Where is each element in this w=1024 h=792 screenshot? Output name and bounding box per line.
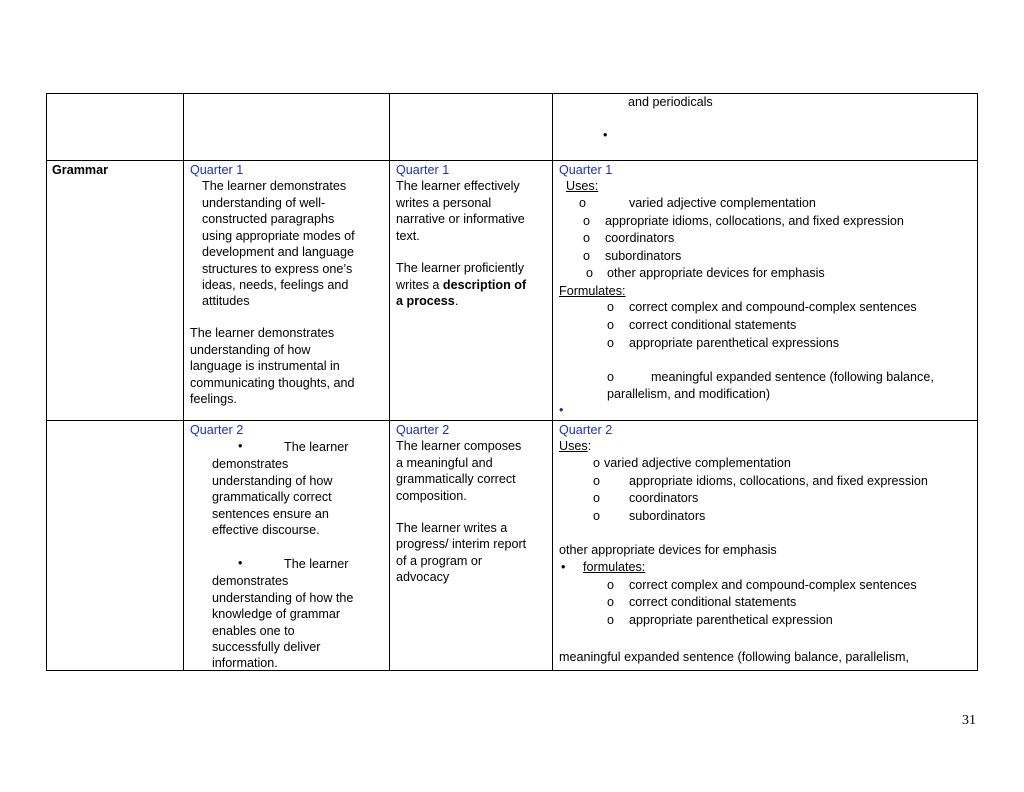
list-item: correct conditional statements [629,595,797,609]
list-marker-o: o [607,613,615,627]
list-item: other appropriate devices for emphasis [607,266,825,280]
list-marker-o: o [607,300,615,314]
table-border-bottom [46,670,978,671]
list-marker-o: o [607,370,615,384]
list-marker-o: o [583,231,591,245]
list-item: correct complex and compound-complex sentences [629,578,917,592]
list-item: correct complex and compound-complex sentences [629,300,917,314]
expanded-sentence-text: meaningful expanded sentence (following balance, parallelism, [559,650,910,664]
performance-line: text. [396,229,420,243]
performance-line: grammatically correct [396,472,516,486]
list-marker-o: o [593,474,601,488]
standard-line: enables one to [212,624,295,638]
list-item: correct conditional statements [629,318,797,332]
standard-line: ideas, needs, feelings and [202,278,349,292]
bullet: • [603,128,608,142]
list-marker-o: o [593,509,601,523]
standard-line: structures to express one’s [202,262,353,276]
list-item: coordinators [629,491,699,505]
list-marker-o: o [583,249,591,263]
quarter-label: Quarter 2 [190,423,244,437]
list-item: appropriate parenthetical expression [629,613,833,627]
standard-line: The learner [284,557,349,571]
list-item: appropriate idioms, collocations, and fixed expression [629,474,928,488]
uses-label [559,438,591,455]
quarter-label: Quarter 2 [559,423,613,437]
list-item: coordinators [605,231,675,245]
performance-line: writes a personal [396,196,492,210]
uses-label-colon: : [587,439,592,453]
column-divider-2 [389,93,390,671]
standard-line: The learner demonstrates [202,179,347,193]
list-item: varied adjective complementation [604,456,791,470]
performance-line: narrative or informative [396,212,525,226]
performance-line: advocacy [396,570,450,584]
performance-line [396,293,458,310]
list-item: subordinators [629,509,706,523]
list-marker-o: o [583,214,591,228]
quarter-label: Quarter 1 [559,163,613,177]
uses-label: Uses: [566,179,599,193]
standard-line: grammatically correct [212,490,332,504]
standard-line: sentences ensure an [212,507,329,521]
performance-line [396,277,526,294]
uses-label-text: Uses [559,439,588,453]
other-devices-text: other appropriate devices for emphasis [559,543,777,557]
standard-line: The learner demonstrates [190,326,335,340]
column-divider-1 [183,93,184,671]
bullet: • [238,556,243,570]
standard-line: using appropriate modes of [202,229,355,243]
performance-line: progress/ interim report [396,537,527,551]
text-run: writes a [396,278,443,292]
list-marker-o: o [593,456,601,470]
standard-line: constructed paragraphs [202,212,335,226]
list-item: varied adjective complementation [629,196,816,210]
formulates-label: formulates: [583,560,646,574]
page-number: 31 [962,713,976,728]
standard-line: communicating thoughts, and [190,376,355,390]
table-border-left [46,93,47,671]
list-marker-o: o [607,595,615,609]
performance-line: The learner composes [396,439,522,453]
standard-line: effective discourse. [212,523,320,537]
standard-line: understanding of how [212,474,333,488]
bold-text-run: a process [396,294,455,308]
standard-line: The learner [284,440,349,454]
bullet: • [238,439,243,453]
standard-line: demonstrates [212,574,289,588]
bold-text-run: description of [442,278,527,292]
list-item: subordinators [605,249,682,263]
performance-line: The learner writes a [396,521,508,535]
standard-line: demonstrates [212,457,289,471]
list-marker-o: o [586,266,594,280]
performance-line: composition. [396,489,467,503]
list-marker-o: o [579,196,587,210]
list-item: meaningful expanded sentence (following balance, [651,370,934,384]
standard-line: successfully deliver [212,640,321,654]
list-marker-o: o [593,491,601,505]
table-border-right [977,93,978,671]
text-run: . [454,294,459,308]
quarter-label: Quarter 1 [190,163,244,177]
list-item: appropriate idioms, collocations, and fixed expression [605,214,904,228]
performance-line: of a program or [396,554,483,568]
standard-line: attitudes [202,294,250,308]
performance-line: The learner proficiently [396,261,525,275]
standard-line: understanding of how [190,343,311,357]
bullet: • [559,403,564,417]
quarter-label: Quarter 2 [396,423,450,437]
formulates-label: Formulates: [559,284,626,298]
list-item-continuation: parallelism, and modification) [607,387,771,401]
list-marker-o: o [607,578,615,592]
standard-line: language is instrumental in [190,359,340,373]
table-border-top [46,93,978,94]
bullet: • [561,560,566,574]
standard-line: information. [212,656,278,670]
standard-line: feelings. [190,392,237,406]
cell-text: and periodicals [628,95,713,109]
row-divider-2 [46,420,978,421]
performance-line: The learner effectively [396,179,520,193]
standard-line: knowledge of grammar [212,607,341,621]
standard-line: understanding of how the [212,591,354,605]
performance-line: a meaningful and [396,456,493,470]
column-divider-3 [552,93,553,671]
quarter-label: Quarter 1 [396,163,450,177]
row-divider-1 [46,160,978,161]
list-marker-o: o [607,336,615,350]
domain-label-grammar: Grammar [52,163,109,177]
standard-line: understanding of well- [202,196,326,210]
standard-line: development and language [202,245,354,259]
list-marker-o: o [607,318,615,332]
list-item: appropriate parenthetical expressions [629,336,840,350]
